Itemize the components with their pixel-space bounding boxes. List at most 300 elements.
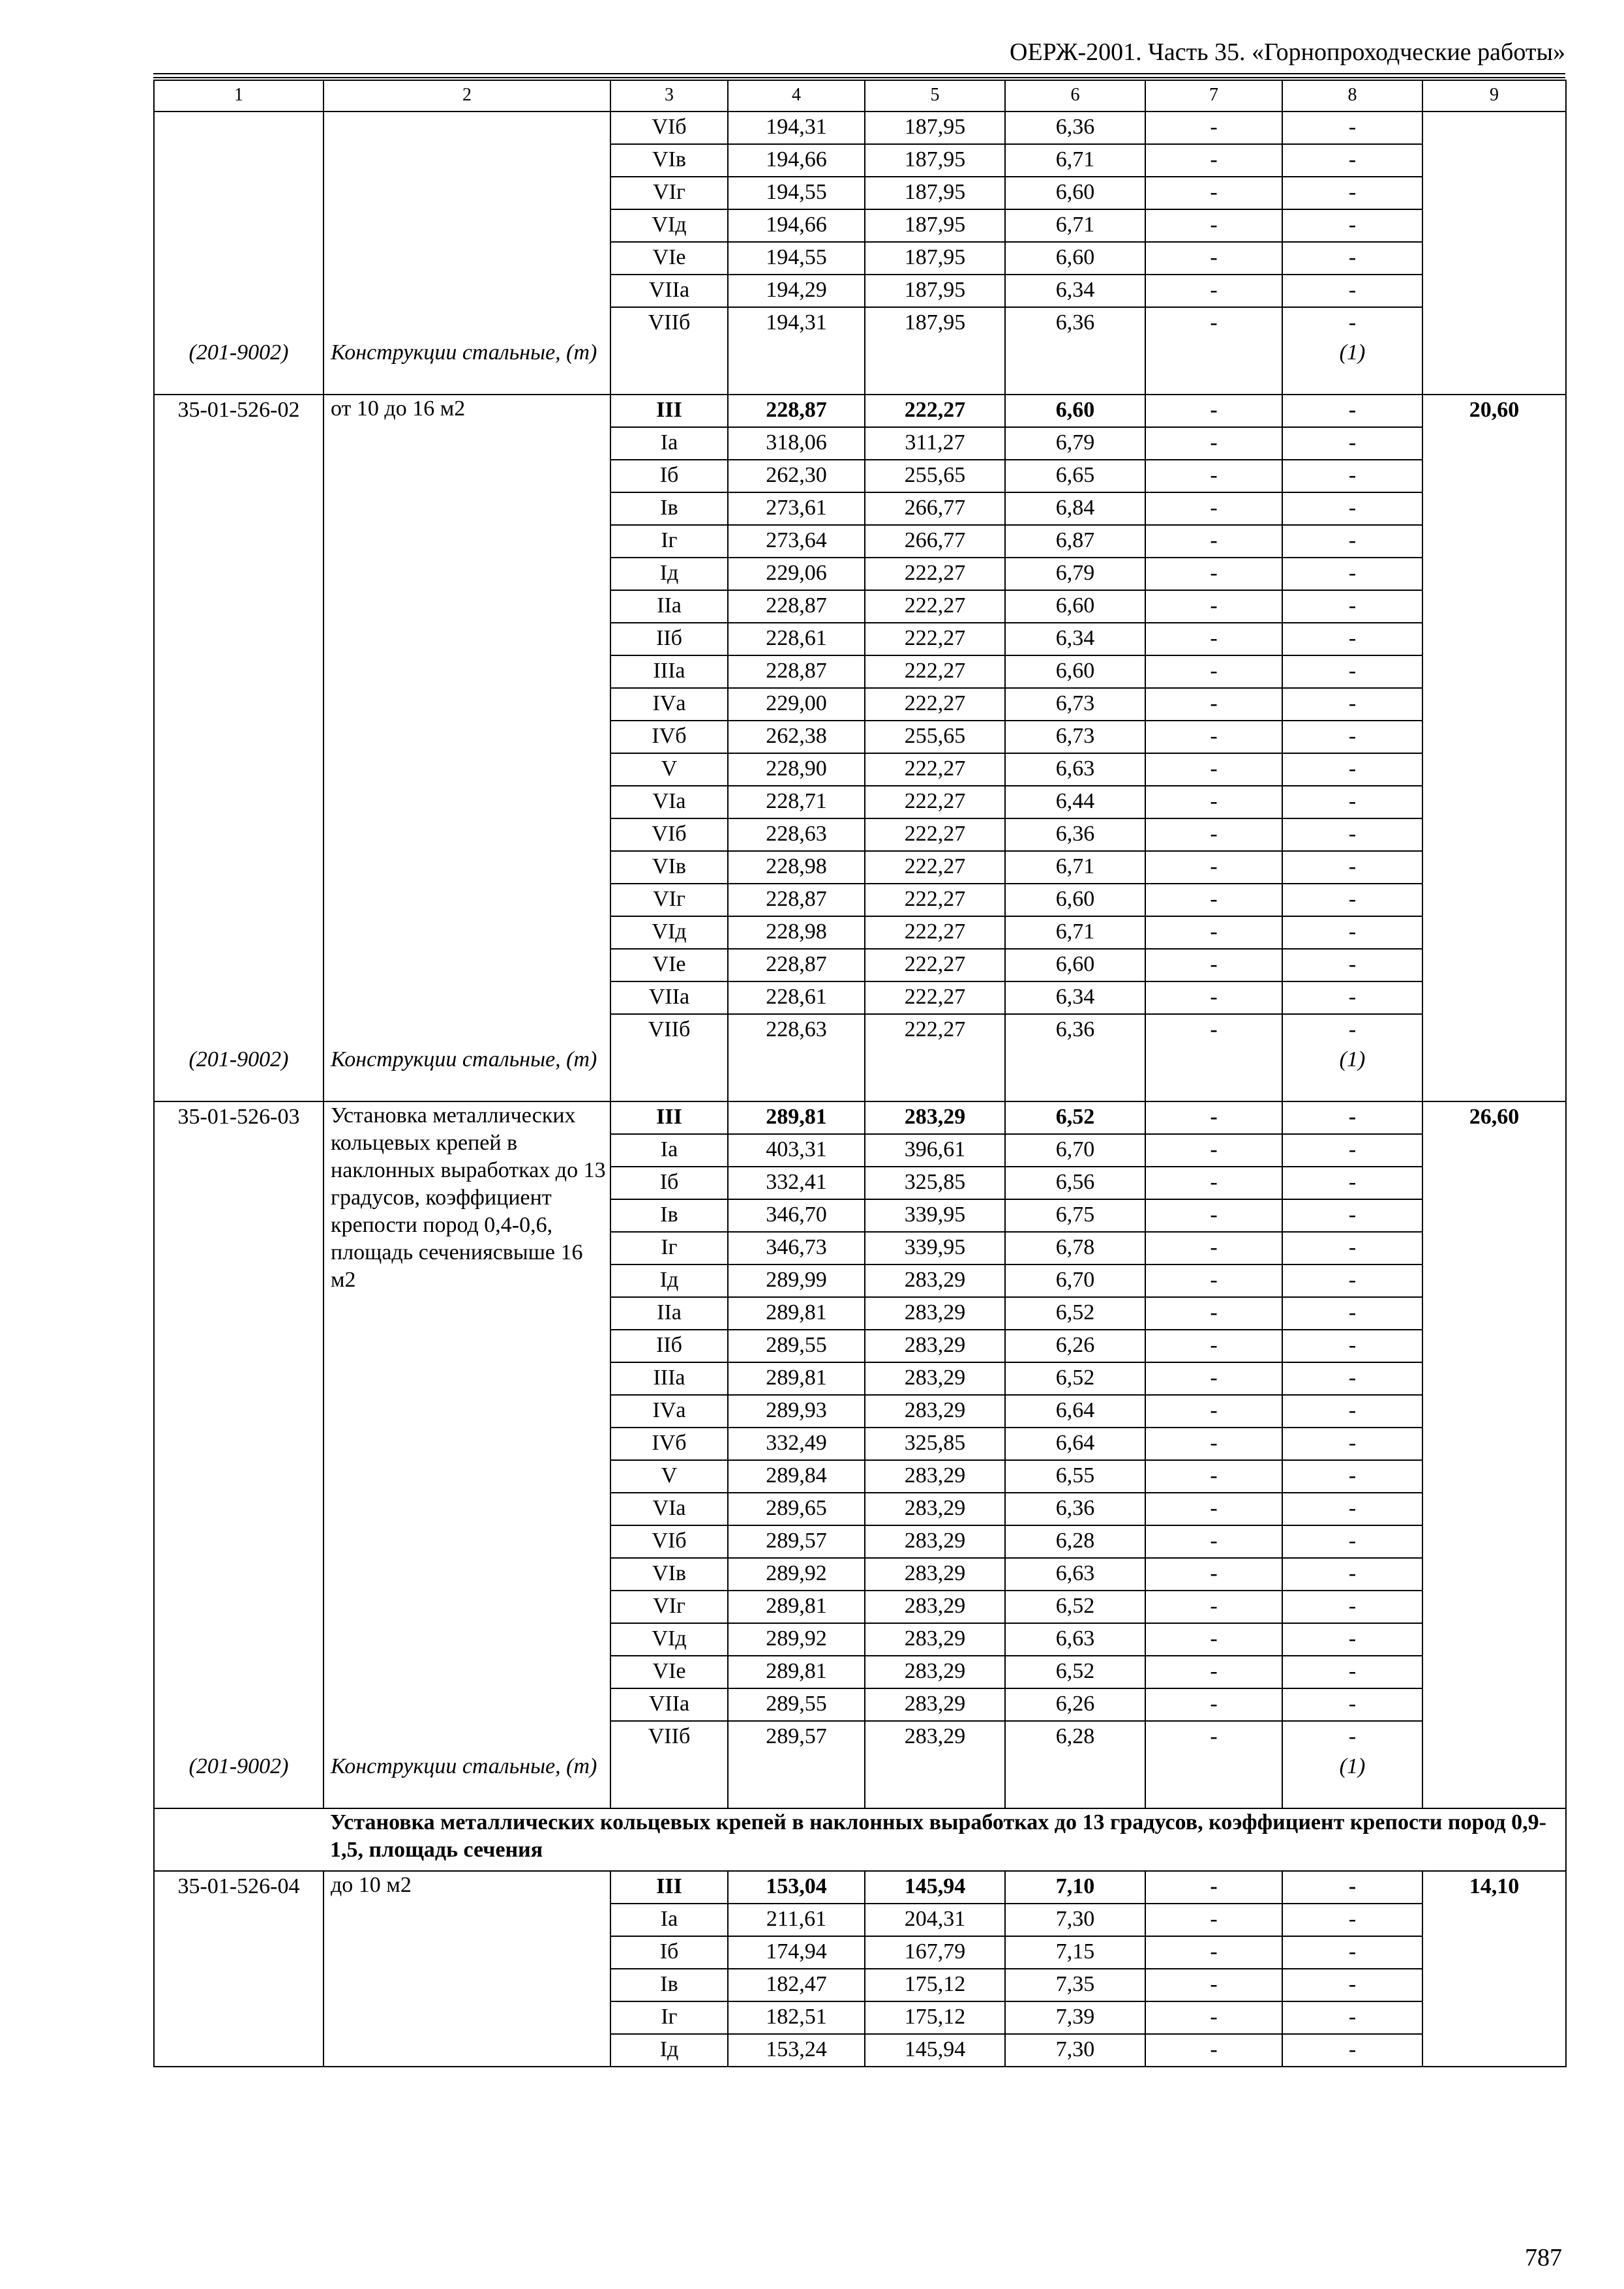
cell-col4: 228,61 bbox=[728, 623, 865, 655]
cell-col3: IVа bbox=[610, 1395, 728, 1428]
note-cell-col5 bbox=[865, 340, 1005, 395]
cell-col3: Iд bbox=[610, 1264, 728, 1297]
cell-col4: 228,71 bbox=[728, 786, 865, 818]
cell-col7: - bbox=[1145, 2001, 1282, 2034]
cell-col4: 182,47 bbox=[728, 1969, 865, 2001]
cell-col5: 222,27 bbox=[865, 884, 1005, 916]
cell-col5: 283,29 bbox=[865, 1264, 1005, 1297]
cell-col6: 6,75 bbox=[1005, 1199, 1145, 1232]
resource-note-row bbox=[154, 1047, 1566, 1101]
cell-col5: 266,77 bbox=[865, 525, 1005, 558]
cell-col8: - bbox=[1282, 655, 1422, 688]
cell-col6: 6,36 bbox=[1005, 818, 1145, 851]
cell-col8: - bbox=[1282, 1969, 1422, 2001]
cell-col4: 194,55 bbox=[728, 242, 865, 275]
cell-col6: 6,28 bbox=[1005, 1525, 1145, 1558]
cell-col5: 283,29 bbox=[865, 1623, 1005, 1656]
cell-col3: VIг bbox=[610, 1591, 728, 1623]
cell-col3: VIIа bbox=[610, 275, 728, 307]
cell-col4: 228,98 bbox=[728, 851, 865, 884]
cell-col7: - bbox=[1145, 177, 1282, 209]
cell-col8: - bbox=[1282, 112, 1422, 144]
cell-col7: - bbox=[1145, 1014, 1282, 1047]
cell-col8: - bbox=[1282, 818, 1422, 851]
cell-col5: 187,95 bbox=[865, 307, 1005, 340]
cell-col5: 175,12 bbox=[865, 2001, 1005, 2034]
total-cost: 14,10 bbox=[1422, 1871, 1566, 2067]
rate-description: от 10 до 16 м2 bbox=[323, 395, 610, 1047]
cell-col7: - bbox=[1145, 1297, 1282, 1330]
cell-col4: 262,38 bbox=[728, 721, 865, 753]
cell-col7: - bbox=[1145, 1134, 1282, 1167]
cell-col3: VIв bbox=[610, 851, 728, 884]
note-cell-col3 bbox=[610, 340, 728, 395]
cell-col4: 229,00 bbox=[728, 688, 865, 721]
cell-col6: 6,79 bbox=[1005, 427, 1145, 460]
resource-quantity: (1) bbox=[1282, 1047, 1422, 1101]
cell-col4: 289,57 bbox=[728, 1525, 865, 1558]
cell-col8: - bbox=[1282, 307, 1422, 340]
header-rule-second bbox=[153, 77, 1565, 78]
cell-col6: 7,10 bbox=[1005, 1871, 1145, 1904]
cell-col5: 187,95 bbox=[865, 144, 1005, 177]
cell-col5: 396,61 bbox=[865, 1134, 1005, 1167]
section-title: Установка металлических кольцевых крепей в наклонных выработках до 13 градусов, коэффициент крепости пород 0,9-1,5, площадь сечения bbox=[323, 1808, 1566, 1871]
cell-col4: 289,81 bbox=[728, 1101, 865, 1134]
cell-col3: VIе bbox=[610, 1656, 728, 1688]
cell-col4: 153,24 bbox=[728, 2034, 865, 2067]
cell-col3: Iд bbox=[610, 2034, 728, 2067]
cell-col6: 6,52 bbox=[1005, 1101, 1145, 1134]
cell-col5: 283,29 bbox=[865, 1525, 1005, 1558]
cell-col3: VIе bbox=[610, 242, 728, 275]
cell-col4: 273,61 bbox=[728, 492, 865, 525]
cell-col8: - bbox=[1282, 688, 1422, 721]
cell-col3: VIб bbox=[610, 1525, 728, 1558]
cell-col4: 289,92 bbox=[728, 1623, 865, 1656]
cell-col7: - bbox=[1145, 427, 1282, 460]
cell-col8: - bbox=[1282, 1297, 1422, 1330]
cell-col8: - bbox=[1282, 1330, 1422, 1362]
note-cell-col3 bbox=[610, 1754, 728, 1808]
cell-col3: VIе bbox=[610, 949, 728, 981]
cell-col3: VIг bbox=[610, 884, 728, 916]
cell-col7: - bbox=[1145, 1525, 1282, 1558]
cell-col8: - bbox=[1282, 753, 1422, 786]
cell-col4: 289,84 bbox=[728, 1460, 865, 1493]
cell-col7: - bbox=[1145, 1969, 1282, 2001]
cell-col6: 6,60 bbox=[1005, 884, 1145, 916]
cell-col6: 6,56 bbox=[1005, 1167, 1145, 1199]
cell-col8: - bbox=[1282, 884, 1422, 916]
cell-col4: 228,87 bbox=[728, 395, 865, 427]
resource-code: (201-9002) bbox=[154, 1047, 323, 1101]
cell-col8: - bbox=[1282, 1199, 1422, 1232]
cell-col6: 6,87 bbox=[1005, 525, 1145, 558]
cell-col3: Iв bbox=[610, 1969, 728, 2001]
cell-col7: - bbox=[1145, 2034, 1282, 2067]
note-cell-col7 bbox=[1145, 1047, 1282, 1101]
cell-col4: 194,55 bbox=[728, 177, 865, 209]
cell-col5: 255,65 bbox=[865, 460, 1005, 492]
cell-col7: - bbox=[1145, 884, 1282, 916]
note-cell-col7 bbox=[1145, 1754, 1282, 1808]
table-row bbox=[154, 395, 1566, 427]
cell-col4: 289,65 bbox=[728, 1493, 865, 1525]
cell-col3: VIа bbox=[610, 786, 728, 818]
cell-col8: - bbox=[1282, 2001, 1422, 2034]
cell-col4: 228,61 bbox=[728, 981, 865, 1014]
cell-col6: 6,63 bbox=[1005, 1558, 1145, 1591]
cell-col3: IVб bbox=[610, 721, 728, 753]
rates-table bbox=[153, 80, 1567, 2067]
cell-col3: Iд bbox=[610, 558, 728, 590]
cell-col4: 153,04 bbox=[728, 1871, 865, 1904]
cell-col8: - bbox=[1282, 1362, 1422, 1395]
cell-col4: 228,98 bbox=[728, 916, 865, 949]
cell-col8: - bbox=[1282, 1591, 1422, 1623]
cell-col4: 228,87 bbox=[728, 590, 865, 623]
cell-col3: VIб bbox=[610, 818, 728, 851]
note-cell-col7 bbox=[1145, 340, 1282, 395]
cell-col8: - bbox=[1282, 177, 1422, 209]
cell-col8: - bbox=[1282, 209, 1422, 242]
cell-col6: 6,60 bbox=[1005, 242, 1145, 275]
cell-col7: - bbox=[1145, 1904, 1282, 1936]
cell-col6: 6,73 bbox=[1005, 688, 1145, 721]
cell-col7: - bbox=[1145, 786, 1282, 818]
cell-col7: - bbox=[1145, 1493, 1282, 1525]
cell-col8: - bbox=[1282, 1428, 1422, 1460]
cell-col7: - bbox=[1145, 1232, 1282, 1264]
cell-col6: 6,60 bbox=[1005, 655, 1145, 688]
cell-col3: III bbox=[610, 1101, 728, 1134]
resource-name: Конструкции стальные, (т) bbox=[323, 1754, 610, 1808]
resource-code: (201-9002) bbox=[154, 340, 323, 395]
cell-col5: 145,94 bbox=[865, 1871, 1005, 1904]
cell-col7: - bbox=[1145, 307, 1282, 340]
cell-col8: - bbox=[1282, 623, 1422, 655]
cell-col5: 222,27 bbox=[865, 1014, 1005, 1047]
cell-col6: 6,55 bbox=[1005, 1460, 1145, 1493]
cell-col7: - bbox=[1145, 1721, 1282, 1754]
cell-col4: 229,06 bbox=[728, 558, 865, 590]
cell-col8: - bbox=[1282, 242, 1422, 275]
cell-col7: - bbox=[1145, 492, 1282, 525]
cell-col3: V bbox=[610, 1460, 728, 1493]
cell-col3: VIд bbox=[610, 1623, 728, 1656]
cell-col3: Iб bbox=[610, 460, 728, 492]
cell-col6: 6,71 bbox=[1005, 916, 1145, 949]
rate-code: 35-01-526-03 bbox=[154, 1101, 323, 1754]
cell-col3: Iв bbox=[610, 492, 728, 525]
cell-col4: 289,57 bbox=[728, 1721, 865, 1754]
cell-col4: 289,55 bbox=[728, 1330, 865, 1362]
cell-col6: 6,60 bbox=[1005, 395, 1145, 427]
cell-col5: 187,95 bbox=[865, 112, 1005, 144]
note-cell-col4 bbox=[728, 340, 865, 395]
cell-col6: 7,30 bbox=[1005, 2034, 1145, 2067]
cell-col5: 283,29 bbox=[865, 1558, 1005, 1591]
cell-col8: - bbox=[1282, 1688, 1422, 1721]
cell-col5: 187,95 bbox=[865, 177, 1005, 209]
cell-col4: 346,73 bbox=[728, 1232, 865, 1264]
cell-col4: 194,66 bbox=[728, 144, 865, 177]
cell-col3: Iа bbox=[610, 1134, 728, 1167]
cell-col6: 7,30 bbox=[1005, 1904, 1145, 1936]
column-number: 1 bbox=[154, 80, 323, 112]
cell-col8: - bbox=[1282, 460, 1422, 492]
cell-col6: 6,26 bbox=[1005, 1688, 1145, 1721]
column-number: 9 bbox=[1422, 80, 1566, 112]
cell-col5: 222,27 bbox=[865, 981, 1005, 1014]
cell-col5: 222,27 bbox=[865, 818, 1005, 851]
cell-col7: - bbox=[1145, 1395, 1282, 1428]
column-number: 3 bbox=[610, 80, 728, 112]
cell-col5: 187,95 bbox=[865, 209, 1005, 242]
resource-quantity: (1) bbox=[1282, 1754, 1422, 1808]
cell-col4: 332,49 bbox=[728, 1428, 865, 1460]
cell-col7: - bbox=[1145, 1871, 1282, 1904]
cell-col8: - bbox=[1282, 1525, 1422, 1558]
cell-col6: 6,63 bbox=[1005, 1623, 1145, 1656]
cell-col8: - bbox=[1282, 1623, 1422, 1656]
cell-col6: 6,34 bbox=[1005, 623, 1145, 655]
cell-col6: 6,34 bbox=[1005, 981, 1145, 1014]
cell-col6: 6,78 bbox=[1005, 1232, 1145, 1264]
cell-col3: Iа bbox=[610, 427, 728, 460]
resource-quantity: (1) bbox=[1282, 340, 1422, 395]
cell-col7: - bbox=[1145, 209, 1282, 242]
resource-code: (201-9002) bbox=[154, 1754, 323, 1808]
cell-col5: 283,29 bbox=[865, 1330, 1005, 1362]
cell-col6: 6,60 bbox=[1005, 590, 1145, 623]
cell-col8: - bbox=[1282, 1014, 1422, 1047]
cell-col6: 6,36 bbox=[1005, 307, 1145, 340]
cell-col4: 194,31 bbox=[728, 112, 865, 144]
cell-col8: - bbox=[1282, 2034, 1422, 2067]
resource-name: Конструкции стальные, (т) bbox=[323, 1047, 610, 1101]
cell-col5: 266,77 bbox=[865, 492, 1005, 525]
cell-col3: VIд bbox=[610, 916, 728, 949]
cell-col8: - bbox=[1282, 1493, 1422, 1525]
cell-col7: - bbox=[1145, 1330, 1282, 1362]
rate-code: 35-01-526-04 bbox=[154, 1871, 323, 2067]
rate-code: 35-01-526-02 bbox=[154, 395, 323, 1047]
cell-col5: 222,27 bbox=[865, 851, 1005, 884]
cell-col8: - bbox=[1282, 916, 1422, 949]
section-title-empty bbox=[154, 1808, 323, 1871]
cell-col3: VIб bbox=[610, 112, 728, 144]
cell-col8: - bbox=[1282, 949, 1422, 981]
cell-col3: Iг bbox=[610, 1232, 728, 1264]
cell-col5: 283,29 bbox=[865, 1591, 1005, 1623]
column-number: 7 bbox=[1145, 80, 1282, 112]
note-cell-col4 bbox=[728, 1047, 865, 1101]
cell-col8: - bbox=[1282, 427, 1422, 460]
cell-col7: - bbox=[1145, 1591, 1282, 1623]
cell-col8: - bbox=[1282, 525, 1422, 558]
cell-col6: 6,28 bbox=[1005, 1721, 1145, 1754]
page-number: 787 bbox=[1525, 2244, 1562, 2271]
cell-col7: - bbox=[1145, 1936, 1282, 1969]
resource-note-row bbox=[154, 340, 1566, 395]
cell-col3: Iг bbox=[610, 525, 728, 558]
rate-code bbox=[154, 112, 323, 340]
cell-col4: 289,81 bbox=[728, 1591, 865, 1623]
resource-name: Конструкции стальные, (т) bbox=[323, 340, 610, 395]
cell-col7: - bbox=[1145, 1688, 1282, 1721]
cell-col7: - bbox=[1145, 590, 1282, 623]
column-number: 4 bbox=[728, 80, 865, 112]
cell-col5: 339,95 bbox=[865, 1199, 1005, 1232]
cell-col7: - bbox=[1145, 1362, 1282, 1395]
cell-col6: 6,64 bbox=[1005, 1395, 1145, 1428]
cell-col8: - bbox=[1282, 1395, 1422, 1428]
cell-col3: Iг bbox=[610, 2001, 728, 2034]
cell-col8: - bbox=[1282, 786, 1422, 818]
cell-col4: 194,29 bbox=[728, 275, 865, 307]
total-cost bbox=[1422, 112, 1566, 395]
cell-col5: 222,27 bbox=[865, 949, 1005, 981]
cell-col4: 289,99 bbox=[728, 1264, 865, 1297]
cell-col7: - bbox=[1145, 623, 1282, 655]
cell-col8: - bbox=[1282, 851, 1422, 884]
cell-col3: V bbox=[610, 753, 728, 786]
cell-col7: - bbox=[1145, 395, 1282, 427]
cell-col5: 167,79 bbox=[865, 1936, 1005, 1969]
note-cell-col6 bbox=[1005, 340, 1145, 395]
total-cost: 26,60 bbox=[1422, 1101, 1566, 1808]
total-cost: 20,60 bbox=[1422, 395, 1566, 1101]
cell-col3: IIб bbox=[610, 1330, 728, 1362]
cell-col5: 255,65 bbox=[865, 721, 1005, 753]
cell-col4: 289,92 bbox=[728, 1558, 865, 1591]
cell-col6: 6,60 bbox=[1005, 949, 1145, 981]
cell-col8: - bbox=[1282, 395, 1422, 427]
cell-col7: - bbox=[1145, 916, 1282, 949]
cell-col5: 311,27 bbox=[865, 427, 1005, 460]
cell-col6: 6,36 bbox=[1005, 1493, 1145, 1525]
cell-col3: VIв bbox=[610, 144, 728, 177]
table-row bbox=[154, 1871, 1566, 1904]
cell-col4: 289,55 bbox=[728, 1688, 865, 1721]
table-row bbox=[154, 1101, 1566, 1134]
cell-col5: 283,29 bbox=[865, 1688, 1005, 1721]
cell-col3: VIд bbox=[610, 209, 728, 242]
cell-col7: - bbox=[1145, 818, 1282, 851]
cell-col7: - bbox=[1145, 721, 1282, 753]
cell-col8: - bbox=[1282, 558, 1422, 590]
cell-col8: - bbox=[1282, 1232, 1422, 1264]
cell-col6: 6,26 bbox=[1005, 1330, 1145, 1362]
cell-col4: 228,63 bbox=[728, 1014, 865, 1047]
cell-col3: Iб bbox=[610, 1936, 728, 1969]
cell-col3: VIв bbox=[610, 1558, 728, 1591]
cell-col5: 283,29 bbox=[865, 1395, 1005, 1428]
cell-col6: 6,71 bbox=[1005, 144, 1145, 177]
cell-col6: 6,36 bbox=[1005, 1014, 1145, 1047]
cell-col4: 174,94 bbox=[728, 1936, 865, 1969]
cell-col8: - bbox=[1282, 144, 1422, 177]
cell-col5: 222,27 bbox=[865, 590, 1005, 623]
note-cell-col4 bbox=[728, 1754, 865, 1808]
cell-col6: 7,39 bbox=[1005, 2001, 1145, 2034]
cell-col8: - bbox=[1282, 492, 1422, 525]
note-cell-col5 bbox=[865, 1754, 1005, 1808]
cell-col6: 6,64 bbox=[1005, 1428, 1145, 1460]
cell-col7: - bbox=[1145, 1101, 1282, 1134]
cell-col7: - bbox=[1145, 1656, 1282, 1688]
cell-col3: VIа bbox=[610, 1493, 728, 1525]
cell-col7: - bbox=[1145, 1264, 1282, 1297]
cell-col7: - bbox=[1145, 981, 1282, 1014]
cell-col4: 228,87 bbox=[728, 949, 865, 981]
cell-col6: 6,52 bbox=[1005, 1591, 1145, 1623]
cell-col8: - bbox=[1282, 721, 1422, 753]
cell-col7: - bbox=[1145, 1199, 1282, 1232]
cell-col6: 6,71 bbox=[1005, 851, 1145, 884]
cell-col6: 6,65 bbox=[1005, 460, 1145, 492]
cell-col6: 6,52 bbox=[1005, 1362, 1145, 1395]
rate-description: Установка металлических кольцевых крепей в наклонных выработках до 13 градусов, коэффициент крепости пород 0,4-0,6, площадь сечениясвыше 16 м2 bbox=[323, 1101, 610, 1754]
cell-col6: 6,44 bbox=[1005, 786, 1145, 818]
cell-col5: 222,27 bbox=[865, 655, 1005, 688]
cell-col5: 283,29 bbox=[865, 1101, 1005, 1134]
cell-col3: IVа bbox=[610, 688, 728, 721]
cell-col8: - bbox=[1282, 1871, 1422, 1904]
note-cell-col6 bbox=[1005, 1047, 1145, 1101]
cell-col8: - bbox=[1282, 1167, 1422, 1199]
section-title-row bbox=[154, 1808, 1566, 1871]
cell-col6: 6,70 bbox=[1005, 1134, 1145, 1167]
cell-col8: - bbox=[1282, 1904, 1422, 1936]
cell-col5: 339,95 bbox=[865, 1232, 1005, 1264]
cell-col5: 187,95 bbox=[865, 275, 1005, 307]
cell-col4: 273,64 bbox=[728, 525, 865, 558]
cell-col4: 289,81 bbox=[728, 1362, 865, 1395]
cell-col4: 289,81 bbox=[728, 1297, 865, 1330]
cell-col7: - bbox=[1145, 949, 1282, 981]
cell-col6: 6,79 bbox=[1005, 558, 1145, 590]
cell-col3: VIIб bbox=[610, 307, 728, 340]
cell-col5: 325,85 bbox=[865, 1167, 1005, 1199]
note-cell-col5 bbox=[865, 1047, 1005, 1101]
cell-col4: 194,66 bbox=[728, 209, 865, 242]
cell-col8: - bbox=[1282, 1721, 1422, 1754]
column-numbers-row bbox=[154, 80, 1566, 112]
column-number: 8 bbox=[1282, 80, 1422, 112]
cell-col7: - bbox=[1145, 688, 1282, 721]
cell-col5: 175,12 bbox=[865, 1969, 1005, 2001]
cell-col7: - bbox=[1145, 460, 1282, 492]
cell-col8: - bbox=[1282, 275, 1422, 307]
cell-col3: IIIа bbox=[610, 655, 728, 688]
cell-col6: 6,73 bbox=[1005, 721, 1145, 753]
cell-col6: 6,34 bbox=[1005, 275, 1145, 307]
cell-col7: - bbox=[1145, 753, 1282, 786]
cell-col3: VIIб bbox=[610, 1014, 728, 1047]
cell-col5: 283,29 bbox=[865, 1493, 1005, 1525]
cell-col5: 222,27 bbox=[865, 753, 1005, 786]
cell-col8: - bbox=[1282, 1134, 1422, 1167]
cell-col3: IIа bbox=[610, 1297, 728, 1330]
cell-col7: - bbox=[1145, 655, 1282, 688]
cell-col3: Iа bbox=[610, 1904, 728, 1936]
cell-col6: 6,70 bbox=[1005, 1264, 1145, 1297]
cell-col4: 262,30 bbox=[728, 460, 865, 492]
cell-col5: 187,95 bbox=[865, 242, 1005, 275]
